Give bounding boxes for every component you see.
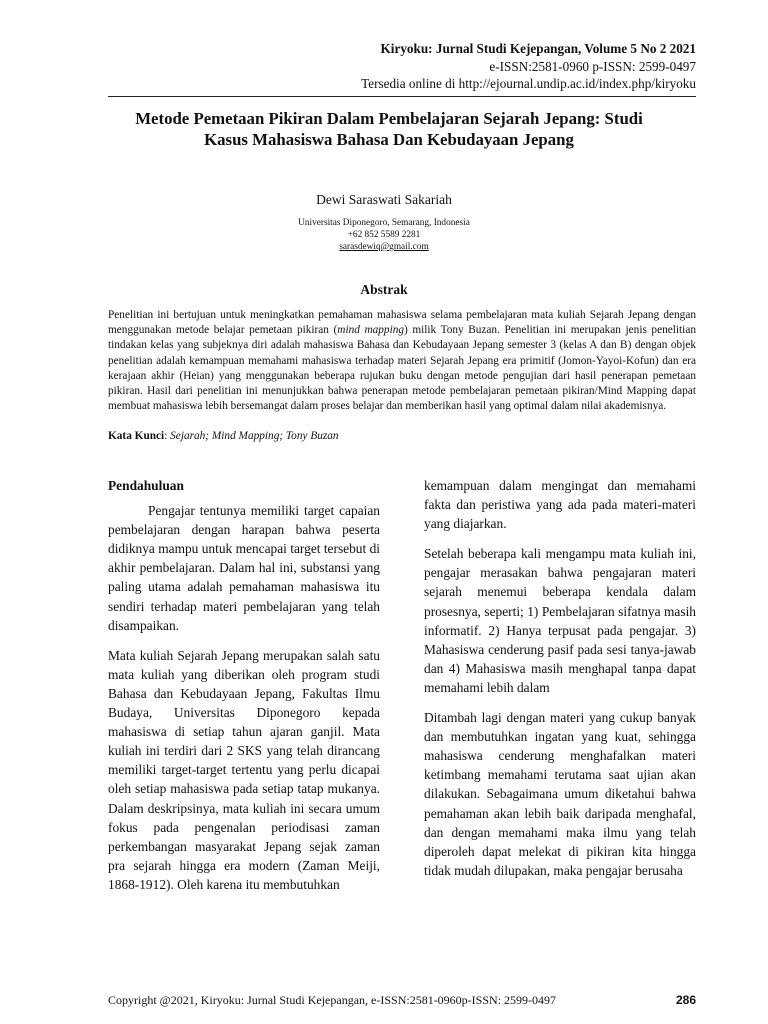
paragraph: Pengajar tentunya memiliki target capaian pembelajaran dengan harapan bahwa peserta didiknya mampu untuk mencapai target tersebut di akhir pembelajaran. Dalam hal ini, substansi yang paling utama adalah pemahaman mahasiswa itu sendiri terhadap materi pembelajaran yang telah disampaikan. xyxy=(108,503,380,633)
author-affiliation-block xyxy=(0,217,768,253)
journal-header xyxy=(361,40,696,93)
paragraph: Ditambah lagi dengan materi yang cukup banyak dan membutuhkan ingatan yang kuat, sehingga mahasiswa cenderung menghafalkan materi ketimbang memahami terutama saat ujian akan dilakukan. Sebagaimana umum diketahui bahwa pemahaman akan lebih baik daripada menghafal, dan dengan memahami maka ilmu yang telah diperoleh dapat melekat di pikiran kita hingga tidak mudah dilupakan, maka pengajar berusaha xyxy=(424,710,696,878)
paper-title xyxy=(100,108,678,150)
journal-name: Kiryoku: Jurnal Studi Kejepangan, Volume 5 No 2 2021 xyxy=(380,41,696,56)
author-name: Dewi Saraswati Sakariah xyxy=(316,192,452,207)
paragraph: Mata kuliah Sejarah Jepang merupakan salah satu mata kuliah yang diberikan oleh program studi Bahasa dan Kebudayaan Jepang, Fakultas Ilmu Budaya, Universitas Diponegoro kepada mahasiswa di setiap tahun ajaran ganjil. Mata kuliah ini terdiri dari 2 SKS yang telah dirancang memiliki target-target tertentu yang perlu dicapai oleh setiap mahasiswa pada setiap tatap mukanya. Dalam deskripsinya, mata kuliah ini secara umum fokus pada pengenalan periodisasi zaman perkembangan masyarakat Jepang sejak zaman pra sejarah hingga era modern (Zaman Meiji, 1868-1912). Oleh karena itu membutuhkan xyxy=(108,647,380,892)
abstract-heading: Abstrak xyxy=(360,282,408,297)
keywords-label: Kata Kunci xyxy=(108,430,165,442)
page-number: 286 xyxy=(675,993,696,1007)
issn-line: e-ISSN:2581-0960 p-ISSN: 2599-0497 xyxy=(489,58,696,74)
title-line-1: Metode Pemetaan Pikiran Dalam Pembelajaran Sejarah Jepang: Studi xyxy=(135,109,643,128)
abstract-text xyxy=(108,308,696,414)
abstract-text-part2: ) milik Tony Buzan. Penelitian ini merupakan jenis penelitian tindakan kelas yang subjeknya diri adalah mahasiswa Bahasa dan Kebudayaan Jepang semester 3 (kelas A dan B) dengan objek penelitian adalah kemampuan memahami mahasiswa terhadap materi Sejarah Jepang era primitif (Jomon-Yayoi-Kofun) dan era kerajaan akhir (Heian) yang menggunakan beberapa rujukan buku dengan metode pengujian dari hasil penerapan pemetaan pikiran. Hasil dari penelitian ini menunjukkan bahwa penerapan metode pembelajaran pemetaan pikiran/Mind Mapping dapat membuat mahasiswa lebih bersemangat dalam proses belajar dan memberikan hasil yang optimal dalam nilai akademisnya. xyxy=(108,324,696,413)
email-link[interactable]: sarasdewiq@gmail.com xyxy=(339,242,429,252)
section-heading-introduction: Pendahuluan xyxy=(108,478,184,493)
copyright-footer: Copyright @2021, Kiryoku: Jurnal Studi Kejepangan, e-ISSN:2581-0960p-ISSN: 2599-0497 xyxy=(108,993,557,1007)
keywords: Kata Kunci: Sejarah; Mind Mapping; Tony Buzan xyxy=(108,430,339,442)
paragraph: kemampuan dalam mengingat dan memahami fakta dan peristiwa yang ada pada materi-materi yang diajarkan. xyxy=(424,478,696,532)
title-line-2: Kasus Mahasiswa Bahasa Dan Kebudayaan Jepang xyxy=(204,130,574,149)
phone-number: +62 852 5589 2281 xyxy=(347,230,421,240)
left-column xyxy=(108,476,380,905)
abstract-text-part1: Penelitian ini bertujuan untuk meningkatkan pemahaman mahasiswa selama pembelajaran mata kuliah Sejarah Jepang dengan menggunakan metode belajar pemetaan pikiran ( xyxy=(108,309,696,337)
affiliation: Universitas Diponegoro, Semarang, Indonesia xyxy=(298,218,470,228)
header-divider xyxy=(108,96,696,97)
abstract-italic-term: mind mapping xyxy=(337,324,405,337)
keywords-values: Sejarah; Mind Mapping; Tony Buzan xyxy=(170,430,339,442)
right-column xyxy=(424,476,696,891)
online-availability: Tersedia online di http://ejournal.undip.ac.id/index.php/kiryoku xyxy=(361,76,696,91)
paragraph: Setelah beberapa kali mengampu mata kuliah ini, pengajar merasakan bahwa pengajaran materi sejarah menemui beberapa kendala dalam prosesnya, seperti; 1) Pembelajaran sifatnya masih informatif. 2) Hanya terpusat pada pengajar. 3) Mahasiswa cenderung pasif pada sesi tanya-jawab dan 4) Mahasiswa masih menghapal tanpa dapat memahami lebih dalam xyxy=(424,546,696,695)
